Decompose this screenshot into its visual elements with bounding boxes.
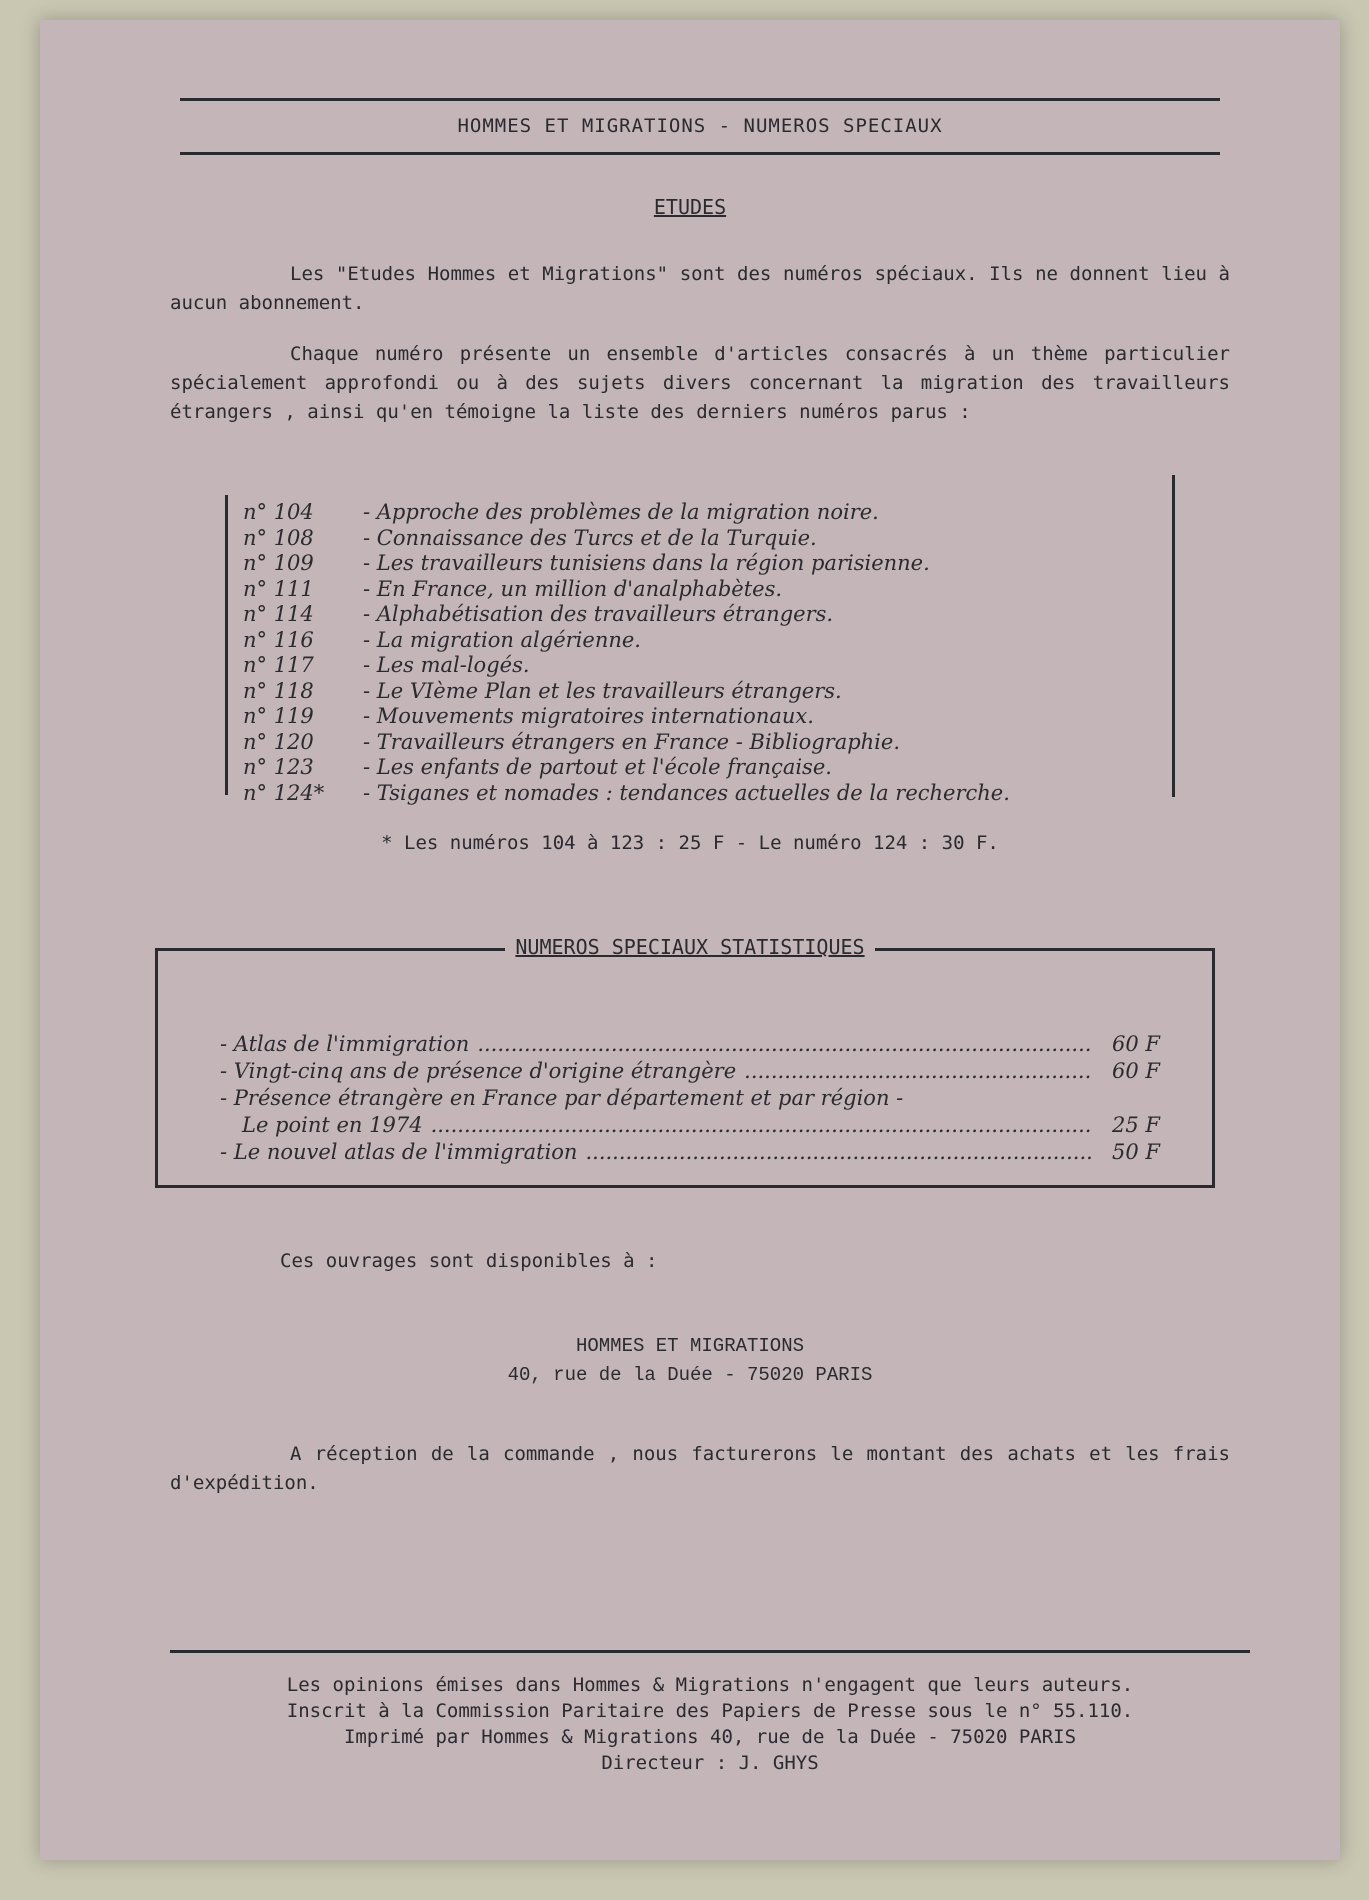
- issue-number: n° 116: [243, 627, 314, 652]
- issue-title: - Tsiganes et nomades : tendances actuelles de la recherche.: [363, 780, 1010, 805]
- statistics-item: [220, 1113, 1160, 1140]
- issue-number: n° 104: [243, 500, 314, 524]
- publisher-address: [40, 1332, 1340, 1390]
- issue-title: - Connaissance des Turcs et de la Turquie.: [363, 525, 817, 550]
- issue-title: - Travailleurs étrangers en France - Bibliographie.: [363, 729, 900, 754]
- issue-title: - Mouvements migratoires internationaux.: [363, 704, 814, 728]
- issue-list-bar-left: [225, 495, 228, 795]
- issue-item: [243, 526, 1010, 552]
- footer-director: Directeur : J. GHYS: [601, 1752, 819, 1774]
- etudes-description-paragraph: Chaque numéro présente un ensemble d'articles consacrés à un thème particulier spécialement approfondi ou à des sujets divers concernant la migration des travailleurs étrangers , ainsi qu'en témoigne la liste des derniers numéros parus :: [170, 343, 1230, 423]
- statistics-item-label: Le point en 1974: [242, 1113, 423, 1137]
- statistics-title: NUMEROS SPECIAUX STATISTIQUES: [40, 935, 1340, 959]
- statistics-item: [220, 1059, 1160, 1086]
- document-page: [40, 20, 1340, 1860]
- issue-number: n° 119: [243, 704, 314, 728]
- issue-title: - Approche des problèmes de la migration noire.: [363, 500, 879, 524]
- issue-title: - Les enfants de partout et l'école française.: [363, 755, 832, 779]
- issue-item: [243, 781, 1010, 807]
- publisher-name: HOMMES ET MIGRATIONS: [575, 1335, 805, 1357]
- issue-number: n° 117: [243, 653, 314, 677]
- price-note: * Les numéros 104 à 123 : 25 F - Le numéro 124 : 30 F.: [381, 832, 999, 854]
- statistics-item-label: - Vingt-cinq ans de présence d'origine étrangère: [220, 1059, 737, 1083]
- footer: [170, 1672, 1250, 1776]
- footer-printer: Imprimé par Hommes & Migrations 40, rue de la Duée - 75020 PARIS: [343, 1726, 1077, 1748]
- statistics-list: [220, 1032, 1160, 1167]
- issue-item: [243, 628, 1010, 654]
- issue-title: - La migration algérienne.: [363, 627, 641, 652]
- issue-item: [243, 602, 1010, 628]
- issue-number: n° 123: [243, 755, 314, 779]
- footer-disclaimer: Les opinions émises dans Hommes & Migrations n'engagent que leurs auteurs.: [286, 1674, 1134, 1696]
- statistics-item-price: 60 F: [1112, 1059, 1160, 1083]
- issue-item: [243, 755, 1010, 781]
- issue-number: n° 114: [243, 602, 314, 626]
- issue-number: n° 118: [243, 678, 314, 703]
- order-note: A réception de la commande , nous facturerons le montant des achats et les frais d'expédition.: [170, 1443, 1230, 1494]
- dot-leader: [744, 1059, 1092, 1086]
- dot-leader: [477, 1032, 1092, 1059]
- statistics-item-price: 60 F: [1112, 1032, 1160, 1056]
- etudes-intro-paragraph: Les "Etudes Hommes et Migrations" sont des numéros spéciaux. Ils ne donnent lieu à aucun abonnement.: [170, 263, 1230, 314]
- footer-registration: Inscrit à la Commission Paritaire des Papiers de Presse sous le n° 55.110.: [286, 1700, 1134, 1722]
- issue-number: n° 111: [243, 576, 314, 601]
- header-rule-bottom: [180, 152, 1220, 155]
- issue-title: - Alphabétisation des travailleurs étrangers.: [363, 602, 834, 626]
- etudes-title: ETUDES: [653, 195, 727, 219]
- issue-item: [243, 653, 1010, 679]
- dot-leader: [585, 1140, 1092, 1167]
- header-rule-top: [180, 98, 1220, 101]
- statistics-item: [220, 1086, 1160, 1113]
- header-title: HOMMES ET MIGRATIONS - NUMEROS SPECIAUX: [457, 115, 943, 137]
- statistics-item-label: - Présence étrangère en France par département et par région -: [220, 1086, 904, 1110]
- issue-list-bar-right: [1172, 475, 1175, 797]
- issue-list-box: [225, 475, 1175, 805]
- issue-title: - Les mal-logés.: [363, 653, 530, 677]
- statistics-item-price: 50 F: [1112, 1140, 1160, 1164]
- issue-title: - Le VIème Plan et les travailleurs étrangers.: [363, 678, 842, 703]
- issue-number: n° 109: [243, 551, 314, 575]
- issue-title: - En France, un million d'analphabètes.: [363, 576, 783, 601]
- issue-list: [243, 500, 1010, 806]
- issue-number: n° 120: [243, 729, 314, 754]
- statistics-item-label: - Atlas de l'immigration: [220, 1032, 470, 1056]
- issue-title: - Les travailleurs tunisiens dans la région parisienne.: [363, 551, 930, 575]
- issue-item: [243, 577, 1010, 603]
- statistics-item: [220, 1140, 1160, 1167]
- issue-item: [243, 730, 1010, 756]
- issue-item: [243, 704, 1010, 730]
- dot-leader: [431, 1113, 1092, 1140]
- issue-number: n° 108: [243, 525, 314, 550]
- availability-intro: Ces ouvrages sont disponibles à :: [280, 1250, 658, 1272]
- dot-leader: [911, 1086, 1092, 1113]
- issue-item: [243, 679, 1010, 705]
- issue-item: [243, 500, 1010, 526]
- footer-rule: [170, 1650, 1250, 1653]
- issue-number: n° 124*: [243, 780, 325, 805]
- statistics-item-price: 25 F: [1112, 1113, 1160, 1137]
- statistics-item: [220, 1032, 1160, 1059]
- publisher-street: 40, rue de la Duée - 75020 PARIS: [507, 1364, 873, 1386]
- issue-item: [243, 551, 1010, 577]
- statistics-item-price: [1100, 1086, 1160, 1113]
- statistics-item-label: - Le nouvel atlas de l'immigration: [220, 1140, 578, 1164]
